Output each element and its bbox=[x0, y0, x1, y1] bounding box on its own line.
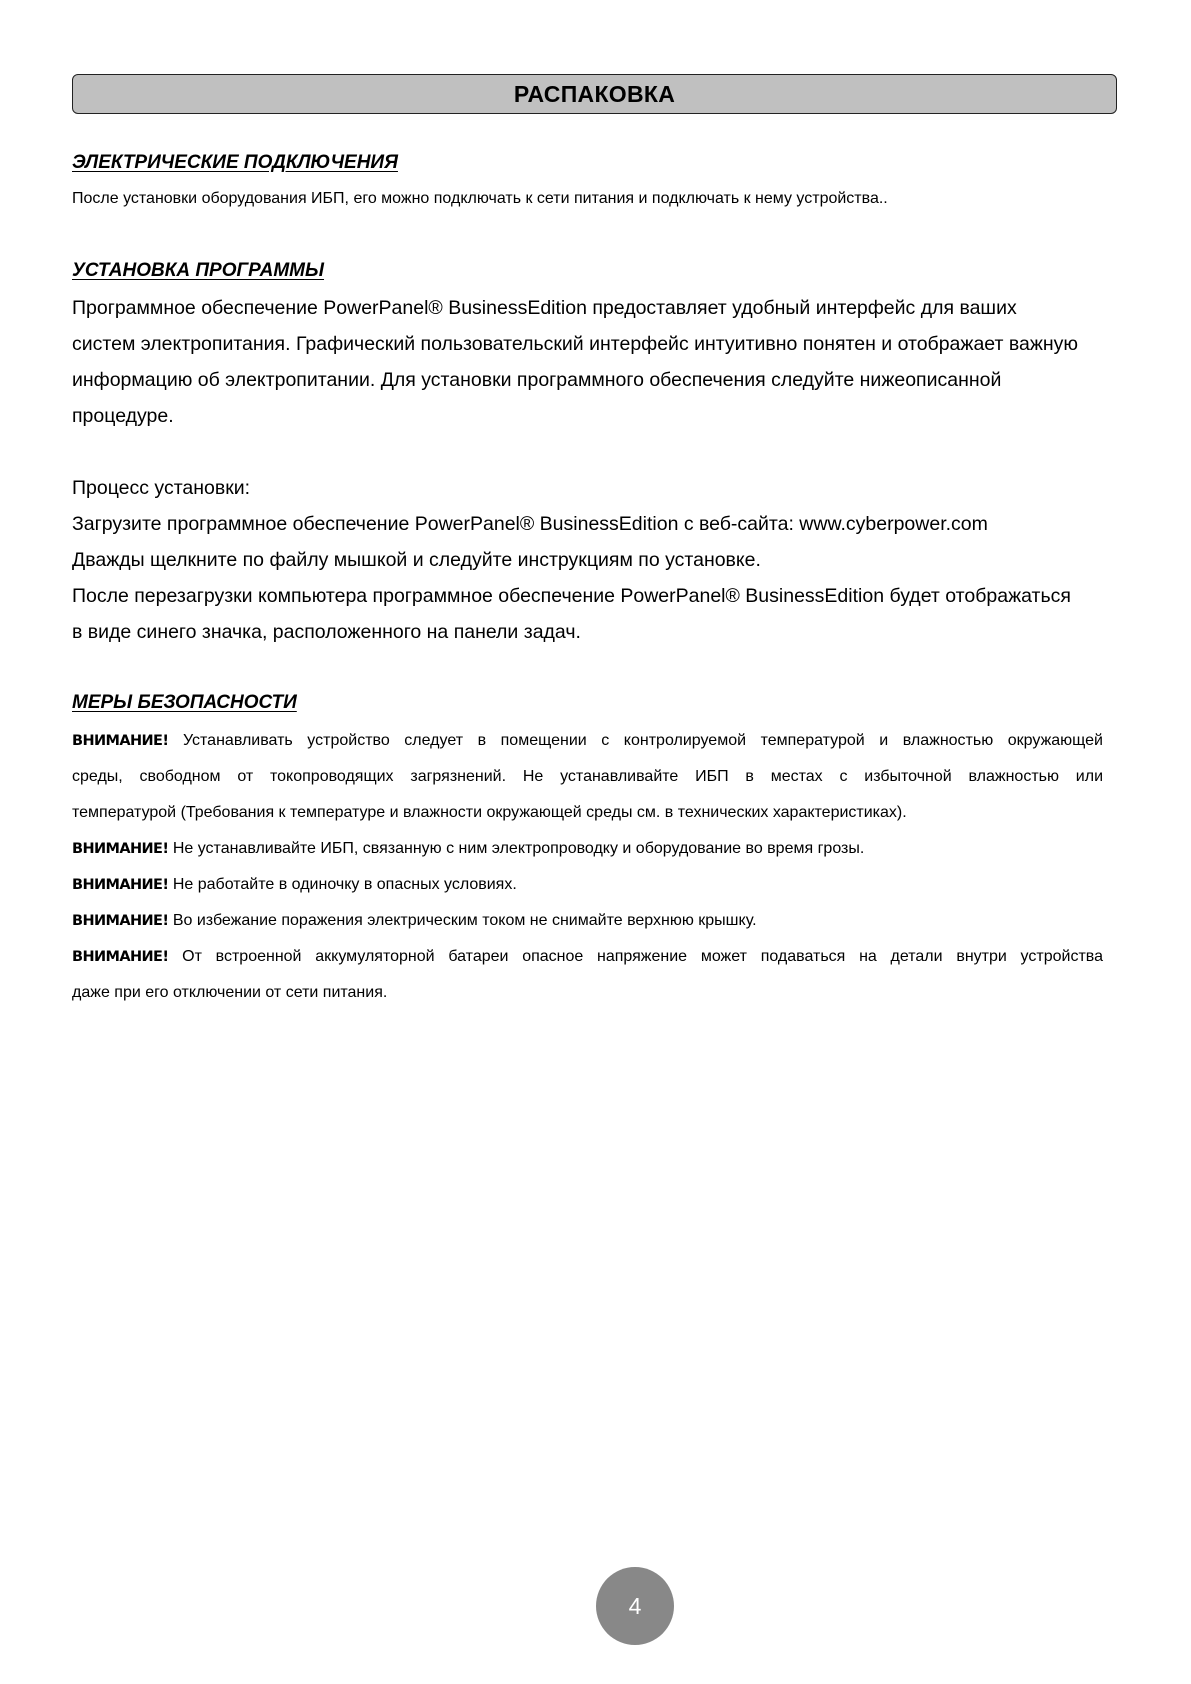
warning-label: ВНИМАНИЕ! bbox=[72, 877, 169, 893]
software-paragraph-line-1: Программное обеспечение PowerPanel® BusinessEdition предоставляет удобный интерфейс для ваших bbox=[72, 297, 1017, 319]
software-paragraph-line-3: информацию об электропитании. Для установки программного обеспечения следуйте нижеописанной bbox=[72, 369, 1002, 391]
install-step-reboot-line-1: После перезагрузки компьютера программное обеспечение PowerPanel® BusinessEdition будет отображаться bbox=[72, 585, 1071, 607]
safety-heading: МЕРЫ БЕЗОПАСНОСТИ bbox=[72, 692, 297, 713]
software-paragraph-line-2: систем электропитания. Графический пользовательский интерфейс интуитивно понятен и отображает важную bbox=[72, 333, 1079, 355]
warning-3 bbox=[72, 876, 517, 894]
warning-4 bbox=[72, 912, 757, 930]
install-step-reboot-line-2: в виде синего значка, расположенного на панели задач. bbox=[72, 621, 581, 643]
page-number-badge bbox=[596, 1567, 674, 1645]
warning-4-text: Во избежание поражения электрическим током не снимайте верхнюю крышку. bbox=[172, 912, 757, 929]
page-number: 4 bbox=[628, 1592, 642, 1619]
warning-2-text: Не устанавливайте ИБП, связанную с ним электропроводку и оборудование во время грозы. bbox=[172, 840, 865, 857]
warning-2 bbox=[72, 840, 864, 858]
warning-label: ВНИМАНИЕ! bbox=[72, 841, 169, 857]
warning-5-text-line-1: От встроенной аккумуляторной батареи опасное напряжение может подаваться на детали внутри устройства bbox=[182, 948, 1103, 965]
electrical-connections-text: После установки оборудования ИБП, его можно подключать к сети питания и подключать к нему устройства.. bbox=[72, 190, 888, 207]
install-process-label: Процесс установки: bbox=[72, 477, 251, 499]
install-step-download: Загрузите программное обеспечение PowerPanel® BusinessEdition с веб-сайта: www.cyberpower.com bbox=[72, 513, 988, 535]
warning-5-line-2: даже при его отключении от сети питания. bbox=[72, 984, 388, 1001]
install-step-double-click: Дважды щелкните по файлу мышкой и следуйте инструкциям по установке. bbox=[72, 549, 761, 571]
warning-1-line-2: среды, свободном от токопроводящих загрязнений. Не устанавливайте ИБП в местах с избыточной влажностью или bbox=[72, 768, 1103, 785]
warning-5-line-1 bbox=[72, 948, 1103, 966]
warning-1-text-line-1: Устанавливать устройство следует в помещении с контролируемой температурой и влажностью окружающей bbox=[182, 732, 1103, 749]
software-installation-heading: УСТАНОВКА ПРОГРАММЫ bbox=[72, 260, 325, 281]
section-header-bar bbox=[72, 74, 1117, 114]
software-paragraph-line-4: процедуре. bbox=[72, 405, 174, 427]
page-title: РАСПАКОВКА bbox=[513, 80, 676, 107]
warning-label: ВНИМАНИЕ! bbox=[72, 733, 169, 749]
warning-label: ВНИМАНИЕ! bbox=[72, 949, 169, 965]
warning-1-line-3: температурой (Требования к температуре и влажности окружающей среды см. в технических характеристиках). bbox=[72, 804, 907, 821]
warning-3-text: Не работайте в одиночку в опасных условиях. bbox=[172, 876, 517, 893]
electrical-connections-heading: ЭЛЕКТРИЧЕСКИЕ ПОДКЛЮЧЕНИЯ bbox=[72, 152, 398, 173]
warning-label: ВНИМАНИЕ! bbox=[72, 913, 169, 929]
warning-1-line-1 bbox=[72, 732, 1103, 750]
